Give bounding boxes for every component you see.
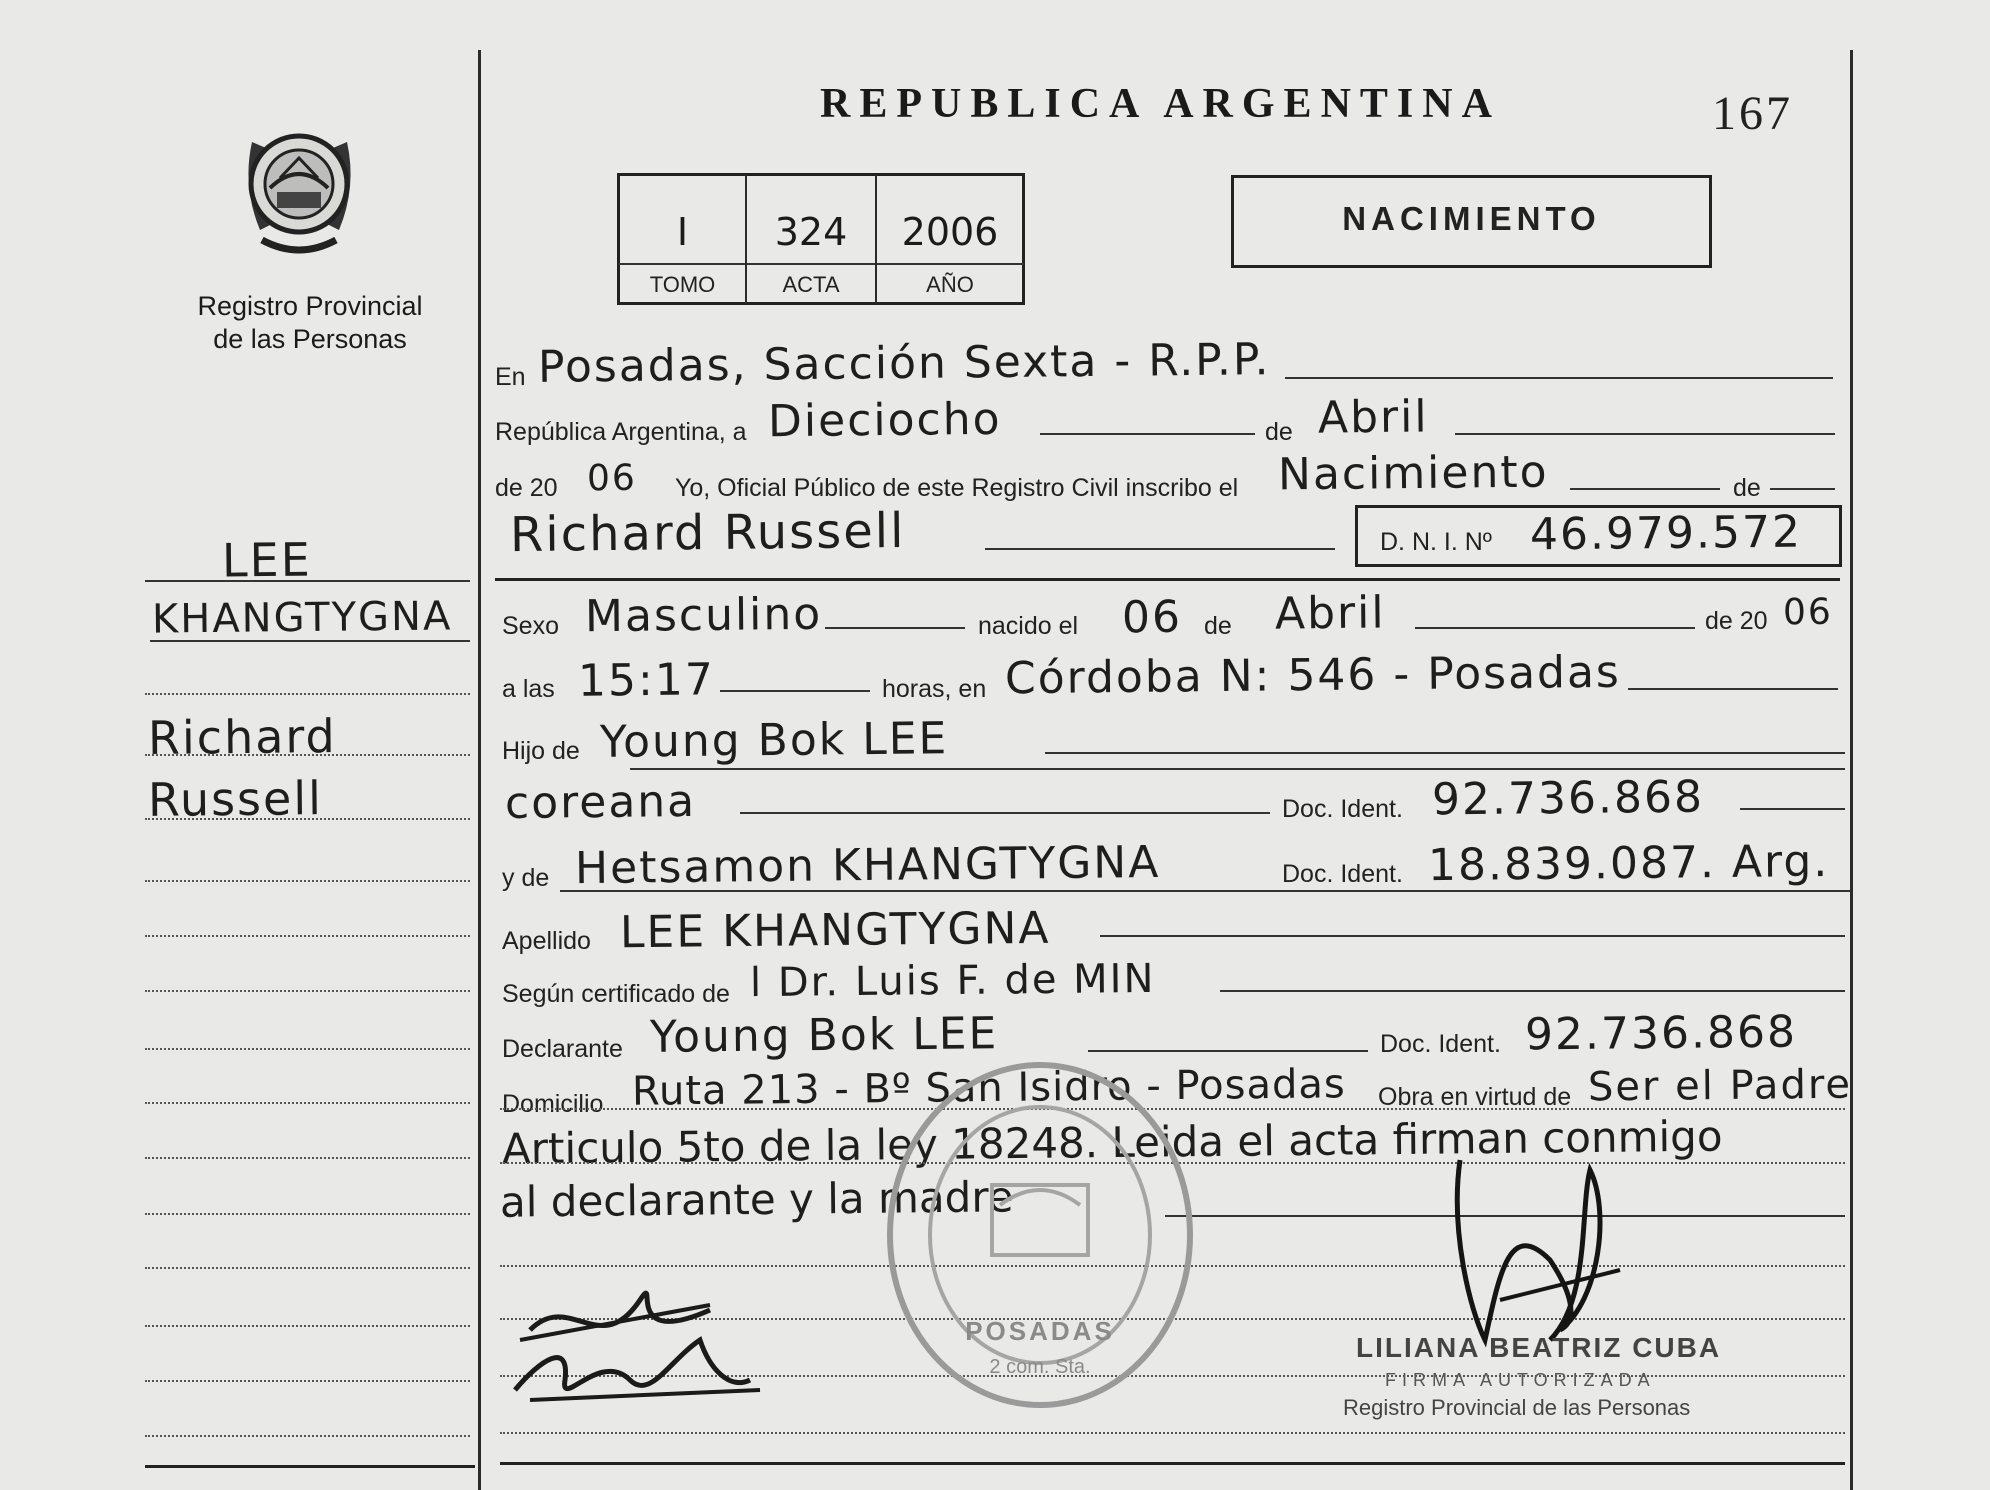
page-number: 167 — [1712, 87, 1793, 140]
en-label: En — [495, 363, 526, 391]
margin-dots-2 — [145, 754, 470, 756]
acta-label: ACTA — [782, 272, 840, 297]
inscribo-value: Nacimiento — [1277, 446, 1549, 501]
de20-label-2: de 20 — [1705, 607, 1768, 635]
official-stamp — [880, 1055, 1200, 1415]
doc-label-1: Doc. Ident. — [1282, 795, 1403, 823]
signatory-role: FIRMA AUTORIZADA — [1385, 1370, 1656, 1390]
obra-value: Ser el Padre — [1587, 1061, 1853, 1111]
margin-dots-7 — [145, 1048, 470, 1050]
art-line2: al declarante y la madre — [499, 1172, 1014, 1227]
tomo-cell — [620, 176, 745, 302]
de20-label: de 20 — [495, 474, 558, 502]
stamp-office: POSADAS — [965, 1316, 1115, 1346]
name-value: Richard Russell — [509, 502, 906, 564]
tomo-label: TOMO — [649, 272, 716, 297]
alas-label: a las — [502, 675, 555, 703]
year-value: 06 — [586, 457, 638, 500]
month-line — [1455, 433, 1835, 435]
mother-underline — [560, 890, 1850, 892]
yde-label: y de — [502, 864, 550, 892]
cert-value: l Dr. Luis F. de MIN — [749, 955, 1156, 1007]
provincial-seal-icon — [232, 112, 367, 262]
anio-cell — [877, 176, 1023, 302]
time-value: 15:17 — [577, 654, 716, 707]
segun-label: Según certificado de — [502, 980, 730, 1008]
margin-dots-4 — [145, 880, 470, 882]
father-doc-line — [1740, 808, 1845, 810]
margin-bottom-rule — [145, 1465, 475, 1468]
bottom-rule — [500, 1462, 1845, 1465]
doc-label-2: Doc. Ident. — [1282, 860, 1403, 888]
oficial-label: Yo, Oficial Público de este Registro Civil inscribo el — [675, 474, 1239, 502]
day-line — [1040, 433, 1255, 435]
inscribo-line — [1570, 488, 1720, 490]
day-value: Dieciocho — [767, 393, 1002, 448]
domicilio-value: Ruta 213 - Bº San Isidro - Posadas — [631, 1061, 1346, 1115]
republica-label: República Argentina, a — [495, 418, 747, 446]
sig-dots-4 — [500, 1432, 1845, 1434]
de-label-3: de — [1204, 612, 1232, 640]
registry-name-line1: Registro Provincial — [197, 291, 423, 321]
margin-surname-2: KHANGTYGNA — [151, 593, 453, 643]
margin-given-2: Russell — [147, 771, 324, 827]
father-doc-value: 92.736.868 — [1431, 771, 1705, 826]
place-value: Córdoba N: 546 - Posadas — [1004, 646, 1622, 705]
signatory-name: LILIANA BEATRIZ CUBA — [1356, 1332, 1722, 1363]
signatory-org: Registro Provincial de las Personas — [1343, 1395, 1691, 1420]
birth-day-value: 06 — [1121, 591, 1183, 644]
name-line — [985, 548, 1335, 550]
margin-dots-13 — [145, 1380, 470, 1382]
stamp-sub: 2 com. Sta. — [989, 1356, 1091, 1378]
birth-month-line — [1415, 627, 1695, 629]
sexo-value: Masculino — [584, 588, 823, 643]
margin-dots-14 — [145, 1435, 470, 1437]
declarante-doc-value: 92.736.868 — [1524, 1006, 1798, 1061]
hijo-label: Hijo de — [502, 737, 580, 765]
declarante-label: Declarante — [502, 1035, 623, 1063]
anio-label: AÑO — [926, 272, 974, 297]
margin-dots-9 — [145, 1157, 470, 1159]
sexo-line — [825, 627, 965, 629]
margin-dots-6 — [145, 990, 470, 992]
dni-value: 46.979.572 — [1529, 506, 1803, 561]
acta-value: 324 — [774, 210, 848, 254]
mother-value: Hetsamon KHANGTYGNA — [574, 836, 1161, 895]
tomo-value: I — [676, 210, 689, 254]
mother-doc-value: 18.839.087. Arg. — [1427, 835, 1830, 892]
apellido-value: LEE KHANGTYGNA — [619, 902, 1051, 959]
cert-line — [1220, 990, 1845, 992]
dni-label: D. N. I. Nº — [1380, 528, 1492, 556]
de-line-2 — [1770, 488, 1835, 490]
father-line — [1045, 752, 1845, 754]
margin-dots-11 — [145, 1267, 470, 1269]
margin-rule-2 — [150, 640, 470, 642]
de-label: de — [1265, 418, 1293, 446]
father-underline — [630, 768, 1845, 770]
registry-name-line2: de las Personas — [213, 324, 407, 354]
acta-cell — [747, 176, 875, 302]
registry-name — [160, 290, 460, 356]
domicilio-label: Domicilio — [502, 1090, 604, 1118]
birth-month-value: Abril — [1274, 587, 1386, 640]
official-signature — [1440, 1150, 1640, 1360]
margin-dots-3 — [145, 818, 470, 820]
margin-dots-5 — [145, 935, 470, 937]
en-value: Posadas, Sacción Sexta - R.P.P. — [537, 334, 1271, 393]
margin-dots-12 — [145, 1325, 470, 1327]
margin-dots-10 — [145, 1213, 470, 1215]
apellido-line — [1100, 935, 1845, 937]
sexo-label: Sexo — [502, 612, 559, 640]
obra-label: Obra en virtud de — [1378, 1083, 1572, 1111]
father-value: Young Bok LEE — [599, 713, 949, 768]
record-type: NACIMIENTO — [1342, 200, 1601, 237]
birth-year-value: 06 — [1782, 591, 1834, 634]
margin-dots-1 — [145, 693, 470, 695]
margin-dots-8 — [145, 1102, 470, 1104]
art-line1: Articulo 5to de la ley 18248. Leida el acta firman conmigo — [501, 1111, 1723, 1174]
margin-surname-1: LEE — [221, 532, 313, 588]
name-block-rule — [495, 578, 1840, 581]
en-line — [1285, 377, 1833, 379]
margin-rule-1 — [145, 580, 470, 582]
margin-given-1: Richard — [147, 709, 337, 765]
anio-value: 2006 — [901, 210, 999, 254]
doc-label-3: Doc. Ident. — [1380, 1030, 1501, 1058]
left-frame-line — [478, 50, 481, 1490]
father-nat-line — [740, 812, 1270, 814]
place-line — [1628, 688, 1838, 690]
time-line — [720, 690, 870, 692]
father-nat-value: coreana — [504, 776, 697, 829]
apellido-label: Apellido — [502, 927, 591, 955]
declarante-value: Young Bok LEE — [649, 1008, 999, 1063]
declarante-line — [1088, 1050, 1368, 1052]
month-value: Abril — [1317, 391, 1429, 444]
declarant-signatures — [510, 1260, 780, 1430]
page-title: REPUBLICA ARGENTINA — [820, 81, 1501, 127]
horas-label: horas, en — [882, 675, 987, 703]
de-label-2: de — [1733, 474, 1761, 502]
nacido-label: nacido el — [978, 612, 1079, 640]
right-frame-line — [1850, 50, 1853, 1490]
